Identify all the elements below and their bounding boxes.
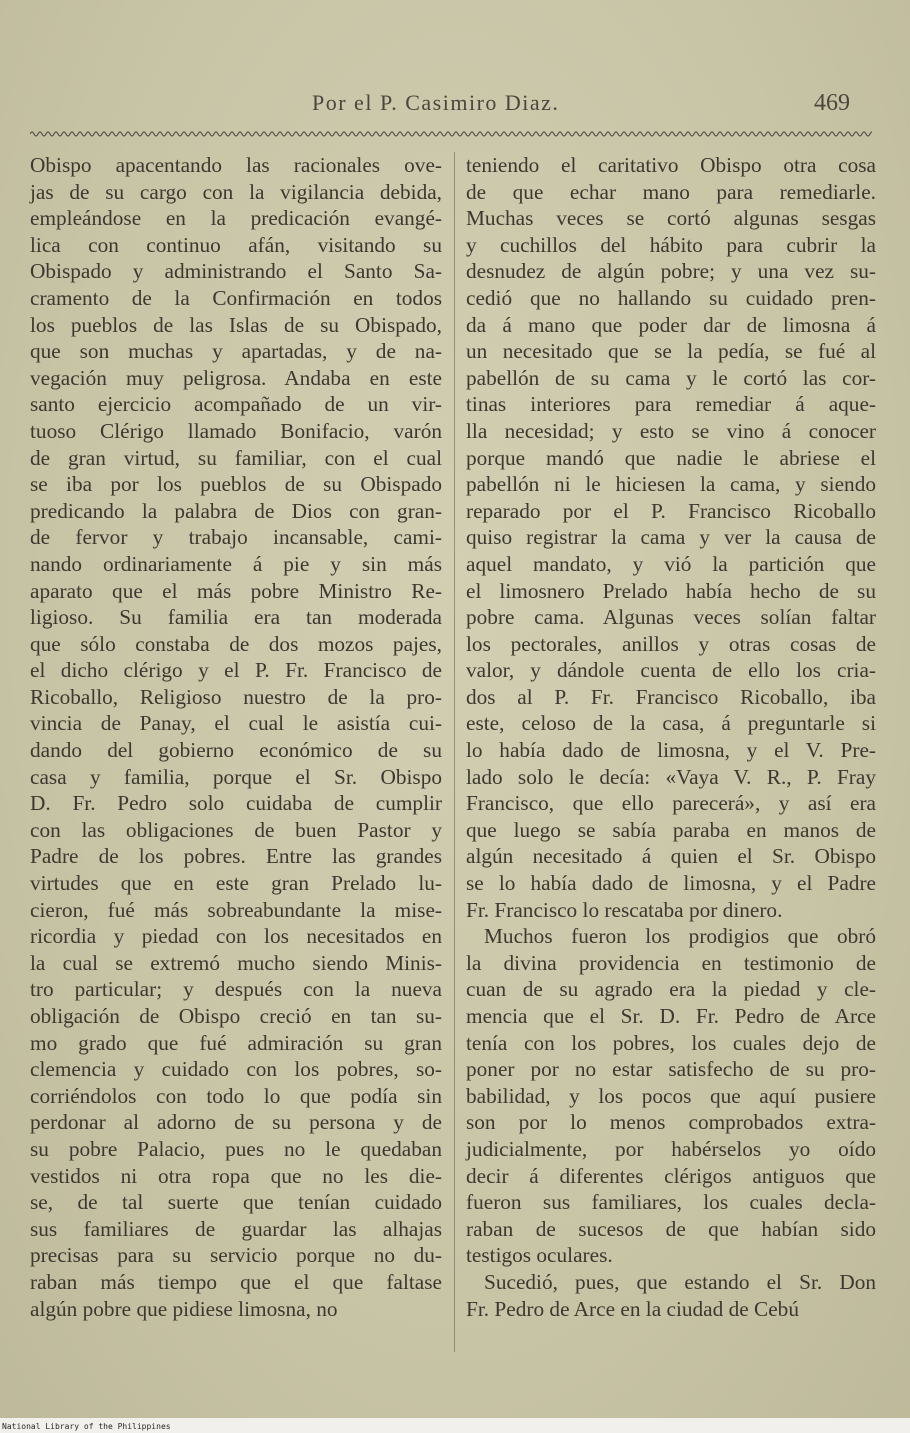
- text-line: el dicho clérigo y el P. Fr. Francisco de: [30, 658, 442, 683]
- text-line: lado solo le decía: «Vaya V. R., P. Fray: [466, 764, 876, 789]
- text-line: y cuchillos del hábito para cubrir la: [466, 232, 876, 257]
- text-line: obligación de Obispo creció en tan su-: [30, 1004, 442, 1028]
- text-line: de gran virtud, su familiar, con el cual: [30, 445, 442, 470]
- text-line: pobre cama. Algunas veces solían faltar: [466, 605, 876, 630]
- text-line: raban de sucesos de que habían sido: [466, 1216, 876, 1241]
- text-line: algún pobre que pidiese limosna, no: [30, 1296, 338, 1321]
- decorative-wavy-rule: [30, 130, 872, 138]
- text-line: algún necesitado á quien el Sr. Obispo: [466, 844, 876, 869]
- text-line: su pobre Palacio, pues no le quedaban: [30, 1136, 442, 1161]
- page-number: 469: [814, 90, 850, 116]
- text-line: Sucedió, pues, que estando el Sr. Don: [484, 1269, 876, 1294]
- text-line: la cual se extremó mucho siendo Minis-: [30, 950, 442, 975]
- text-line: Ricoballo, Religioso nuestro de la pro-: [30, 684, 442, 709]
- text-line: con las obligaciones de buen Pastor y: [30, 817, 442, 842]
- text-line: porque mandó que nadie le abriese el: [466, 445, 876, 470]
- text-line: ricordia y piedad con los necesitados en: [30, 924, 442, 949]
- column-divider: [454, 152, 455, 1352]
- text-line: fueron sus familiares, los cuales decla-: [466, 1190, 876, 1215]
- text-line: teniendo el caritativo Obispo otra cosa: [466, 153, 876, 177]
- text-line: testigos oculares.: [466, 1243, 613, 1268]
- text-line: mencia que el Sr. D. Fr. Pedro de Arce: [466, 1004, 876, 1028]
- text-line: perdonar al adorno de su persona y de: [30, 1110, 442, 1135]
- text-line: santo ejercicio acompañado de un vir-: [30, 392, 442, 417]
- text-line: se, de tal suerte que tenían cuidado: [30, 1190, 442, 1215]
- text-line: se lo había dado de limosna, y el Padre: [466, 871, 876, 896]
- text-line: predicando la palabra de Dios con gran-: [30, 498, 442, 523]
- text-line: tro particular; y después con la nueva: [30, 977, 442, 1002]
- text-line: vestidos ni otra ropa que no les die-: [30, 1163, 442, 1188]
- text-line: los pueblos de las Islas de su Obispado,: [30, 312, 442, 337]
- text-line: que luego se sabía paraba en manos de: [466, 817, 876, 842]
- text-line: este, celoso de la casa, á preguntarle si: [466, 711, 876, 736]
- text-line: que son muchas y apartadas, y de na-: [30, 339, 442, 364]
- text-line: virtudes que en este gran Prelado lu-: [30, 871, 442, 896]
- text-line: Padre de los pobres. Entre las grandes: [30, 844, 442, 869]
- text-line: vincia de Panay, el cual le asistía cui-: [30, 711, 442, 736]
- text-line: raban más tiempo que el que faltase: [30, 1269, 442, 1294]
- text-line: la divina providencia en testimonio de: [466, 950, 876, 975]
- text-line: decir á diferentes clérigos antiguos que: [466, 1163, 876, 1188]
- text-line: el limosnero Prelado había hecho de su: [466, 578, 876, 603]
- text-line: un necesitado que se la pedía, se fué al: [466, 339, 876, 364]
- text-line: valor, y dándole cuenta de ello los cria-: [466, 658, 876, 683]
- text-line: Obispo apacentando las racionales ove-: [30, 153, 442, 177]
- running-title: Por el P. Casimiro Diaz.: [312, 90, 560, 115]
- text-line: corriéndolos con todo lo que podía sin: [30, 1083, 442, 1108]
- text-line: de que echar mano para remediarle.: [466, 179, 876, 204]
- text-line: tenía con los pobres, los cuales dejo de: [466, 1030, 876, 1055]
- text-line: cedió que no hallando su cuidado pren-: [466, 285, 876, 310]
- text-line: Muchos fueron los prodigios que obró: [484, 924, 876, 949]
- library-credit: National Library of the Philippines: [2, 1422, 171, 1431]
- text-line: quiso registrar la cama y ver la causa de: [466, 525, 876, 550]
- text-line: se iba por los pueblos de su Obispado: [30, 472, 442, 497]
- text-line: dos al P. Fr. Francisco Ricoballo, iba: [466, 684, 876, 709]
- text-line: aparato que el más pobre Ministro Re-: [30, 578, 442, 603]
- text-line: Obispado y administrando el Santo Sa-: [30, 259, 442, 284]
- text-line: que sólo constaba de dos mozos pajes,: [30, 631, 442, 656]
- text-line: sus familiares de guardar las alhajas: [30, 1216, 442, 1241]
- text-line: cramento de la Confirmación en todos: [30, 285, 442, 310]
- text-line: lica con continuo afán, visitando su: [30, 232, 442, 257]
- text-line: precisas para su servicio porque no du-: [30, 1243, 442, 1268]
- text-line: D. Fr. Pedro solo cuidaba de cumplir: [30, 791, 442, 816]
- text-line: da á mano que poder dar de limosna á: [466, 312, 876, 337]
- text-line: judicialmente, por habérselos yo oído: [466, 1136, 876, 1161]
- text-line: dando del gobierno económico de su: [30, 738, 442, 763]
- text-line: son por lo menos comprobados extra-: [466, 1110, 876, 1135]
- text-line: poner por no estar satisfecho de su pro-: [466, 1057, 876, 1082]
- text-line: pabellón de su cama y le cortó las cor-: [466, 365, 876, 390]
- text-line: reparado por el P. Francisco Ricoballo: [466, 498, 876, 523]
- text-line: casa y familia, porque el Sr. Obispo: [30, 764, 442, 789]
- text-line: babilidad, y los pocos que aquí pusiere: [466, 1083, 876, 1108]
- text-line: tinas interiores para remediar á aque-: [466, 392, 876, 417]
- page-header: [0, 88, 910, 124]
- text-line: ligioso. Su familia era tan moderada: [30, 605, 442, 630]
- text-line: aquel mandato, y vió la partición que: [466, 551, 876, 576]
- text-line: clemencia y cuidado con los pobres, so-: [30, 1057, 442, 1082]
- text-line: Fr. Pedro de Arce en la ciudad de Cebú: [466, 1296, 799, 1321]
- text-line: mo grado que fué admiración su gran: [30, 1030, 442, 1055]
- text-line: pabellón ni le hiciesen la cama, y siendo: [466, 472, 876, 497]
- text-line: empleándose en la predicación evangé-: [30, 206, 442, 231]
- text-line: cuan de su agrado era la piedad y cle-: [466, 977, 876, 1002]
- text-line: de fervor y trabajo incansable, cami-: [30, 525, 442, 550]
- text-line: desnudez de algún pobre; y una vez su-: [466, 259, 876, 284]
- text-line: los pectorales, anillos y otras cosas de: [466, 631, 876, 656]
- text-line: lla necesidad; y esto se vino á conocer: [466, 418, 876, 443]
- text-line: Francisco, que ello parecerá», y así era: [466, 791, 876, 816]
- text-line: nando ordinariamente á pie y sin más: [30, 551, 442, 576]
- text-line: vegación muy peligrosa. Andaba en este: [30, 365, 442, 390]
- text-line: jas de su cargo con la vigilancia debida,: [30, 179, 442, 204]
- text-line: cieron, fué más sobreabundante la mise-: [30, 897, 442, 922]
- left-text-column: [30, 152, 442, 1322]
- text-line: tuoso Clérigo llamado Bonifacio, varón: [30, 418, 442, 443]
- text-line: Muchas veces se cortó algunas sesgas: [466, 206, 876, 231]
- right-text-column: [466, 152, 876, 1322]
- text-line: lo había dado de limosna, y el V. Pre-: [466, 738, 876, 763]
- text-line: Fr. Francisco lo rescataba por dinero.: [466, 897, 783, 922]
